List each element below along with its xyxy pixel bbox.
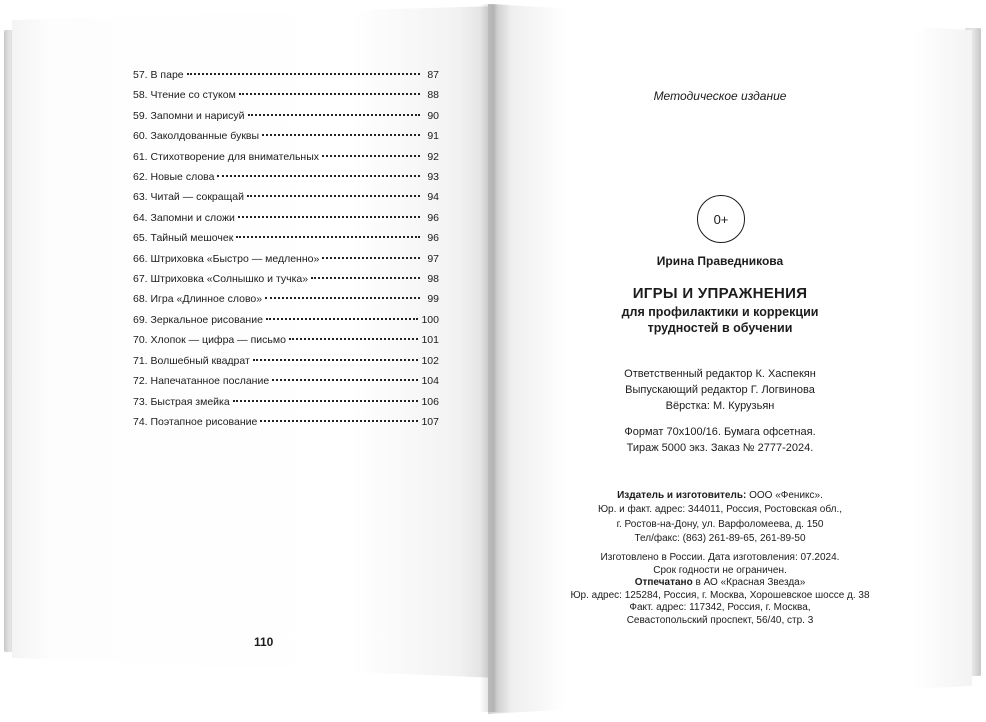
toc-entry <box>133 310 439 330</box>
toc-entry-title: 57. В паре <box>133 69 184 81</box>
publisher-name: ООО «Феникс». <box>746 490 823 501</box>
toc-dot-leader <box>262 134 420 136</box>
printer-label: Отпечатано <box>634 577 693 589</box>
toc-entry-page: 96 <box>427 211 439 224</box>
publisher-phone: Тел/факс: (863) 261-89-65, 261-89-50 <box>634 533 806 545</box>
toc-entry-title: 68. Игра «Длинное слово» <box>133 293 263 306</box>
manufacturing-block <box>560 552 880 628</box>
toc-entry-page: 94 <box>427 191 439 204</box>
printer-actual-address: Севастопольский проспект, 56/40, стр. 3 <box>626 614 814 626</box>
book-spine-shadow <box>480 4 510 712</box>
credits-block <box>580 366 860 414</box>
page-number: 110 <box>254 635 274 649</box>
toc-entry <box>133 412 439 432</box>
toc-entry <box>133 228 439 248</box>
toc-entry <box>133 330 439 350</box>
toc-entry-title: 62. Новые слова <box>133 171 215 184</box>
toc-entry <box>133 126 439 146</box>
publisher-address: г. Ростов-на-Дону, ул. Варфоломеева, д. 150 <box>616 518 824 530</box>
publisher-label: Издатель и изготовитель: <box>617 490 747 501</box>
toc-entry-title: 64. Запомни и сложи <box>133 211 235 224</box>
toc-entry-title: 66. Штриховка «Быстро — медленно» <box>133 252 320 265</box>
toc-dot-leader <box>233 400 419 402</box>
toc-entry-title: 59. Запомни и нарисуй <box>133 109 245 122</box>
edition-type: Методическое издание <box>653 89 787 103</box>
toc-entry-page: 100 <box>421 313 439 326</box>
print-run-line: Тираж 5000 экз. Заказ № 2777-2024. <box>626 442 814 454</box>
toc-entry-page: 106 <box>421 395 439 408</box>
toc-entry <box>133 392 439 412</box>
format-block <box>580 424 860 456</box>
toc-dot-leader <box>265 297 420 299</box>
toc-dot-leader <box>266 318 419 320</box>
printer-name: в АО «Красная Звезда» <box>692 577 806 589</box>
toc-entry-title: 63. Читай — сокращай <box>133 191 244 204</box>
toc-entry-title: 61. Стихотворение для внимательных <box>133 150 320 163</box>
toc-entry-title: 67. Штриховка «Солнышко и тучка» <box>133 273 309 286</box>
table-of-contents <box>133 65 439 432</box>
toc-entry-page: 98 <box>427 273 439 286</box>
toc-entry-page: 91 <box>427 130 439 143</box>
toc-entry <box>133 65 439 85</box>
book-title: ИГРЫ И УПРАЖНЕНИЯ <box>632 285 808 302</box>
toc-entry <box>133 208 439 228</box>
toc-dot-leader <box>187 73 420 75</box>
toc-entry <box>133 85 439 105</box>
toc-entry-title: 72. Напечатанное послание <box>133 375 270 388</box>
publisher-block <box>560 489 880 547</box>
format-line: Формат 70х100/16. Бумага офсетная. <box>624 426 816 438</box>
release-editor: Выпускающий редактор Г. Логвинова <box>625 384 815 396</box>
made-in-line: Изготовлено в России. Дата изготовления: 07.2024. <box>600 552 840 563</box>
layout-designer: Вёрстка: М. Курузьян <box>665 400 775 412</box>
toc-entry <box>133 106 439 126</box>
toc-entry-page: 97 <box>427 252 439 265</box>
toc-entry <box>133 371 439 391</box>
printer-legal-address: Юр. адрес: 125284, Россия, г. Москва, Хорошевское шоссе д. 38 <box>570 589 870 601</box>
toc-dot-leader <box>253 359 419 361</box>
toc-dot-leader <box>247 195 420 197</box>
toc-entry-title: 69. Зеркальное рисование <box>133 313 263 326</box>
responsible-editor: Ответственный редактор К. Хаспекян <box>624 368 816 380</box>
toc-entry-page: 96 <box>427 232 439 245</box>
publisher-line <box>560 489 880 503</box>
toc-entry-title: 65. Тайный мешочек <box>133 232 234 245</box>
toc-dot-leader <box>236 236 420 238</box>
toc-entry <box>133 351 439 371</box>
toc-entry-page: 87 <box>427 69 439 81</box>
toc-entry-title: 70. Хлопок — цифра — письмо <box>133 334 286 347</box>
printer-line <box>560 577 880 590</box>
age-rating-badge: 0+ <box>697 195 745 243</box>
author-name: Ирина Праведникова <box>656 254 784 268</box>
toc-dot-leader <box>322 257 420 259</box>
toc-entry <box>133 249 439 269</box>
toc-entry <box>133 269 439 289</box>
book-subtitle <box>570 304 870 336</box>
subtitle-line: трудностей в обучении <box>647 321 793 335</box>
toc-entry-title: 71. Волшебный квадрат <box>133 354 250 367</box>
toc-dot-leader <box>260 420 418 422</box>
toc-entry-title: 60. Заколдованные буквы <box>133 130 260 143</box>
publisher-address: Юр. и факт. адрес: 344011, Россия, Ростовская обл., <box>597 504 843 516</box>
toc-entry-page: 92 <box>427 150 439 163</box>
toc-entry-page: 99 <box>427 293 439 306</box>
subtitle-line: для профилактики и коррекции <box>621 305 819 319</box>
toc-entry <box>133 147 439 167</box>
toc-entry-title: 58. Чтение со стуком <box>133 89 236 102</box>
toc-dot-leader <box>248 114 420 116</box>
shelf-life-line: Срок годности не ограничен. <box>653 564 787 576</box>
toc-entry-page: 88 <box>427 89 439 102</box>
toc-dot-leader <box>239 93 420 95</box>
toc-entry-page: 102 <box>421 354 439 367</box>
toc-dot-leader <box>217 175 420 177</box>
toc-dot-leader <box>289 338 419 340</box>
toc-entry <box>133 289 439 309</box>
toc-entry-title: 73. Быстрая змейка <box>133 395 230 408</box>
toc-dot-leader <box>238 216 420 218</box>
toc-entry-page: 101 <box>421 334 439 347</box>
toc-entry-page: 107 <box>421 415 439 428</box>
toc-entry-page: 93 <box>427 171 439 184</box>
toc-entry-title: 74. Поэтапное рисование <box>133 415 258 428</box>
toc-dot-leader <box>322 155 420 157</box>
toc-entry <box>133 167 439 187</box>
printer-actual-address: Факт. адрес: 117342, Россия, г. Москва, <box>629 602 811 614</box>
toc-entry <box>133 187 439 207</box>
toc-dot-leader <box>272 379 418 381</box>
toc-dot-leader <box>311 277 420 279</box>
toc-entry-page: 104 <box>421 375 439 388</box>
toc-entry-page: 90 <box>427 109 439 122</box>
